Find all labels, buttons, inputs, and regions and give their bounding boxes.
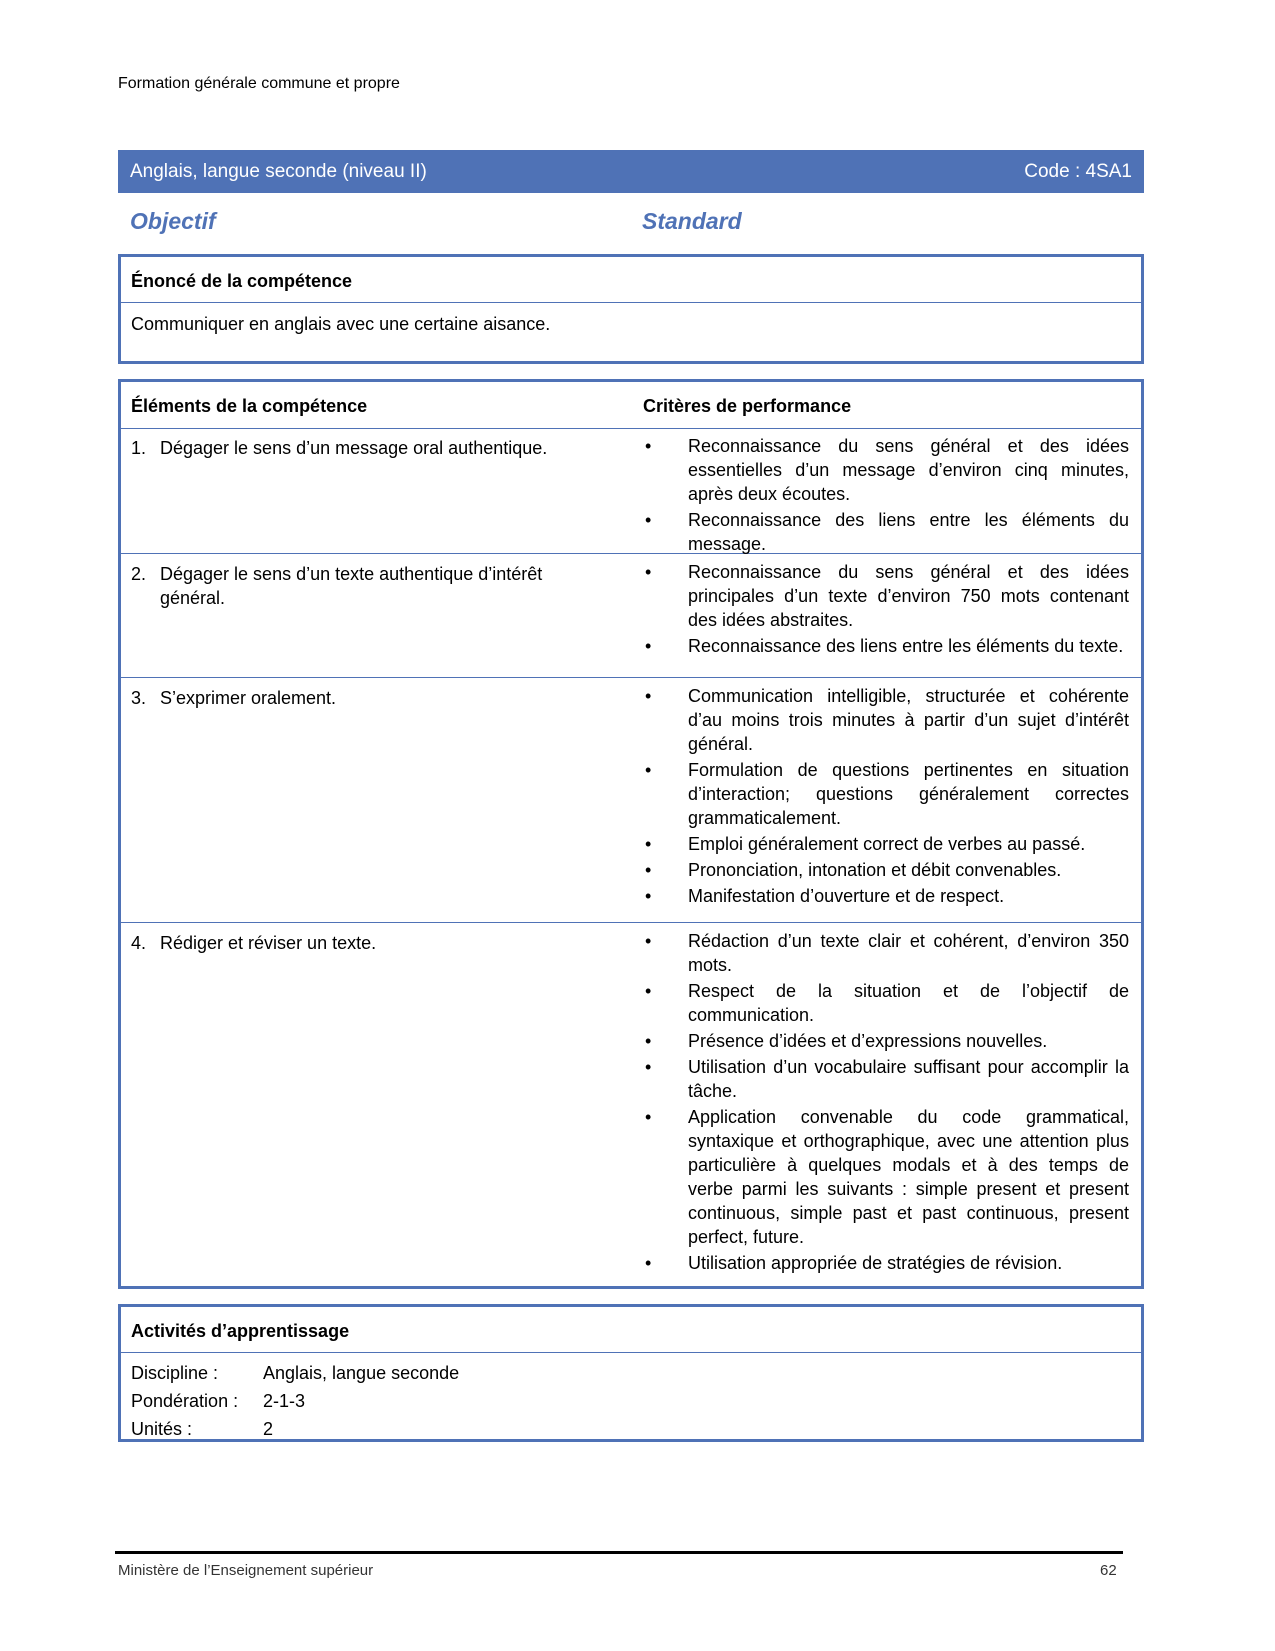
discipline-label: Discipline : [131, 1363, 219, 1383]
criterion-item: • Application convenable du code grammatical, syntaxique et orthographique, avec une attention plus particulière à quelques modals et à des temps de verbe parmi les suivants : simple present et present continuous, simple past et past continuous, present perfect, future. [643, 1105, 1129, 1249]
criterion-item: • Présence d’idées et d’expressions nouvelles. [643, 1029, 1129, 1053]
enonce-box [118, 254, 1144, 364]
discipline-value: Anglais, langue seconde [263, 1363, 460, 1383]
criteria-cell [643, 560, 1129, 660]
criterion-item: • Rédaction d’un texte clair et cohérent, d’environ 350 mots. [643, 929, 1129, 977]
ponderation-label: Pondération : [131, 1391, 239, 1411]
criterion-item: • Reconnaissance du sens général et des idées principales d’un texte d’environ 750 mots contenant des idées abstraites. [643, 560, 1129, 632]
element-text: Dégager le sens d’un texte authentique d’intérêt général. [160, 564, 543, 608]
table-row [121, 428, 1141, 554]
element-text: Rédiger et réviser un texte. [160, 933, 377, 953]
criterion-item: • Formulation de questions pertinentes en situation d’interaction; questions généralement correctes grammaticalement. [643, 758, 1129, 830]
discipline-line [131, 1363, 459, 1384]
element-text: Dégager le sens d’un message oral authentique. [160, 438, 548, 458]
page-number: 62 [1100, 1562, 1117, 1579]
unites-value: 2 [263, 1419, 274, 1439]
table-row [121, 923, 1141, 1286]
course-banner [118, 150, 1144, 193]
course-title: Anglais, langue seconde (niveau II) [130, 161, 427, 182]
criterion-item: • Prononciation, intonation et débit convenables. [643, 858, 1129, 882]
criterion-item: • Manifestation d’ouverture et de respect. [643, 884, 1129, 908]
criterion-item: • Reconnaissance des liens entre les éléments du message. [643, 508, 1129, 556]
ponderation-line [131, 1391, 305, 1412]
criteria-cell [643, 434, 1129, 558]
element-number: 1. [131, 438, 147, 458]
element-number: 3. [131, 688, 147, 708]
standard-label: Standard [642, 208, 742, 234]
element-text: S’exprimer oralement. [160, 688, 337, 708]
criteria-cell [643, 929, 1129, 1277]
unites-line [131, 1419, 273, 1440]
criterion-item: • Respect de la situation et de l’objectif de communication. [643, 979, 1129, 1027]
criterion-item: • Emploi généralement correct de verbes au passé. [643, 832, 1129, 856]
enonce-heading: Énoncé de la compétence [121, 257, 1141, 303]
col-elements-heading: Éléments de la compétence [131, 396, 368, 416]
criterion-item: • Reconnaissance des liens entre les éléments du texte. [643, 634, 1129, 658]
table-row [121, 554, 1141, 678]
competence-table [118, 379, 1144, 1289]
element-number: 2. [131, 564, 147, 584]
footer-ministry: Ministère de l’Enseignement supérieur [118, 1562, 374, 1579]
enonce-text: Communiquer en anglais avec une certaine aisance. [131, 314, 551, 334]
ponderation-value: 2-1-3 [263, 1391, 306, 1411]
table-row [121, 678, 1141, 923]
element-number: 4. [131, 933, 147, 953]
objectif-label: Objectif [130, 208, 216, 234]
unites-label: Unités : [131, 1419, 193, 1439]
course-code: Code : 4SA1 [1024, 161, 1132, 182]
criterion-item: • Reconnaissance du sens général et des idées essentielles d’un message d’environ cinq minutes, après deux écoutes. [643, 434, 1129, 506]
criterion-item: • Utilisation d’un vocabulaire suffisant pour accomplir la tâche. [643, 1055, 1129, 1103]
document-header: Formation générale commune et propre [118, 75, 400, 92]
activites-box [118, 1304, 1144, 1442]
criterion-item: • Utilisation appropriée de stratégies de révision. [643, 1251, 1129, 1275]
criterion-item: • Communication intelligible, structurée et cohérente d’au moins trois minutes à partir d’un sujet d’intérêt général. [643, 684, 1129, 756]
footer-divider [115, 1551, 1123, 1554]
activites-heading: Activités d’apprentissage [121, 1307, 1141, 1353]
competence-table-header [121, 382, 1141, 429]
criteria-cell [643, 684, 1129, 910]
col-criteres-heading: Critères de performance [643, 396, 852, 416]
